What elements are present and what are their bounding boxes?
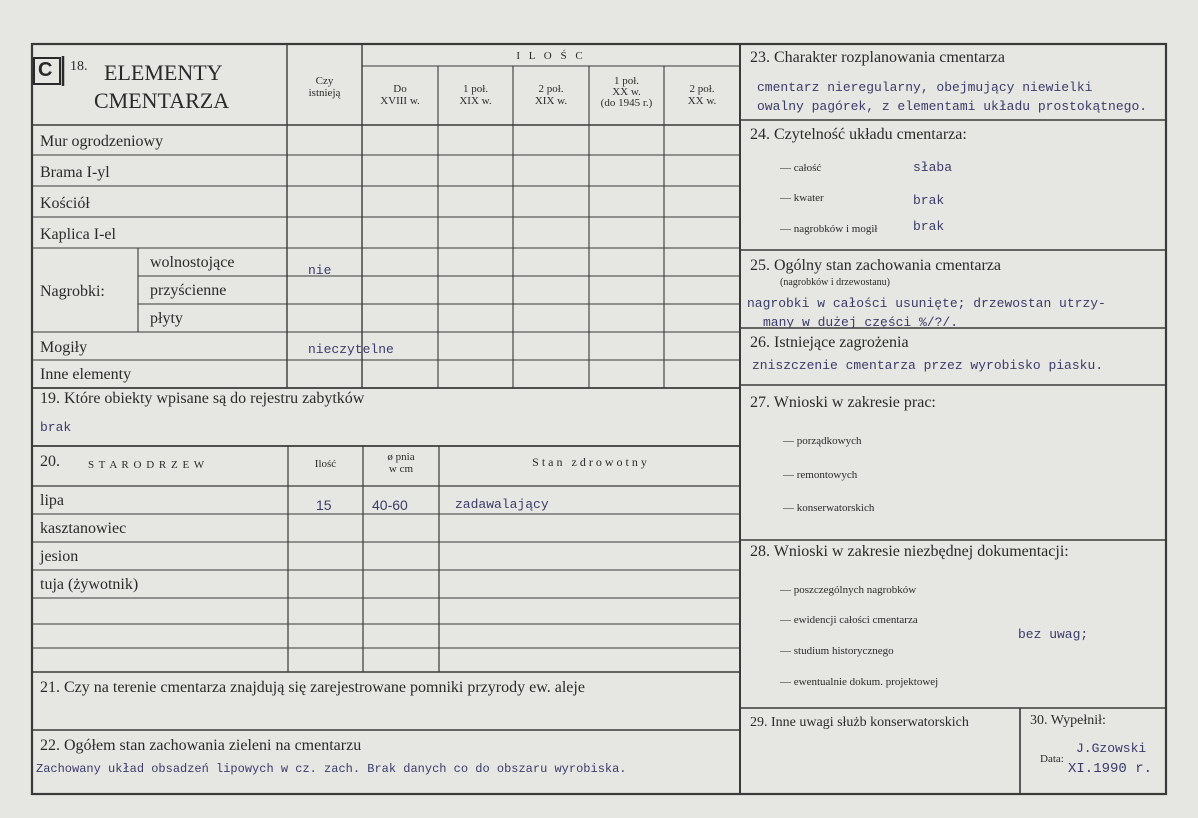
section-29-label: 29. Inne uwagi służb konserwatorskich bbox=[750, 715, 969, 730]
tree-stan-lipa: zadawalający bbox=[455, 497, 549, 512]
section-18-title-line1: ELEMENTY bbox=[104, 60, 223, 85]
section-19-label: 19. Które obiekty wpisane są do rejestru zabytków bbox=[40, 390, 365, 407]
tree-ilosc-lipa: 15 bbox=[316, 497, 332, 513]
s24-item-kwater-value: brak bbox=[913, 193, 945, 208]
header-col-2-l2: XIX w. bbox=[459, 95, 492, 107]
trees-header-ilosc: Ilość bbox=[314, 458, 337, 470]
section-18-number: 18. bbox=[70, 59, 88, 74]
section-26-label: 26. Istniejące zagrożenia bbox=[750, 334, 909, 351]
section-25-line2: many w dużej części %/?/. bbox=[763, 315, 959, 330]
header-col-3-l2: XIX w. bbox=[534, 95, 568, 107]
s27-item-remontowych: — remontowych bbox=[783, 469, 858, 481]
header-czy: Czy bbox=[315, 75, 334, 87]
row-label-mur: Mur ogrodzeniowy bbox=[40, 133, 164, 150]
section-23-line2: owalny pagórek, z elementami układu prostokątnego. bbox=[757, 99, 1148, 114]
section-23-line1: cmentarz nieregularny, obejmujący niewielki bbox=[757, 80, 1093, 95]
row-label-przyscienne: przyścienne bbox=[150, 282, 227, 299]
header-col-5-l2: XX w. bbox=[687, 95, 717, 107]
value-nagrobki-istnieja: nie bbox=[308, 263, 332, 278]
tree-pien-lipa: 40-60 bbox=[372, 497, 408, 513]
s28-item-projektowej: — ewentualnie dokum. projektowej bbox=[780, 676, 939, 688]
tree-name-jesion: jesion bbox=[40, 548, 79, 565]
section-25-sub: (nagrobków i drzewostanu) bbox=[780, 277, 890, 288]
row-label-kaplica: Kaplica I-el bbox=[40, 226, 116, 243]
section-30-label: 30. Wypełnił: bbox=[1030, 713, 1106, 728]
s28-item-nagrobkow: — poszczególnych nagrobków bbox=[780, 584, 917, 596]
row-label-wolnostojace: wolnostojące bbox=[150, 254, 235, 271]
section-18-title-line2: CMENTARZA bbox=[94, 88, 230, 113]
category-mark: C bbox=[38, 59, 53, 81]
header-col-1-l1: Do bbox=[393, 83, 407, 95]
section-30-name: J.Gzowski bbox=[1076, 741, 1147, 756]
row-label-plyty: płyty bbox=[150, 310, 183, 327]
s27-item-konserwatorskich: — konserwatorskich bbox=[783, 502, 875, 514]
trees-header-wcm: w cm bbox=[388, 463, 414, 475]
row-label-kosciol: Kościół bbox=[40, 195, 90, 212]
row-label-nagrobki: Nagrobki: bbox=[40, 283, 105, 300]
section-20-title: S T A R O D R Z E W bbox=[88, 459, 206, 471]
section-28-label: 28. Wnioski w zakresie niezbędnej dokumentacji: bbox=[750, 543, 1069, 560]
section-19-value: brak bbox=[40, 420, 72, 435]
value-mogily-istnieja: nieczytelne bbox=[308, 342, 394, 357]
section-27-label: 27. Wnioski w zakresie prac: bbox=[750, 394, 936, 411]
section-28-value: bez uwag; bbox=[1018, 627, 1089, 642]
header-col-3-l1: 2 poł. bbox=[538, 83, 564, 95]
section-22-label: 22. Ogółem stan zachowania zieleni na cmentarzu bbox=[40, 737, 362, 754]
section-25-label: 25. Ogólny stan zachowania cmentarza bbox=[750, 257, 1002, 274]
s27-item-porzadkowych: — porządkowych bbox=[783, 435, 862, 447]
header-ilosc: I L O Ś C bbox=[516, 50, 586, 62]
section-22-value: Zachowany układ obsadzeń lipowych w cz. zach. Brak danych co do obszaru wyrobiska. bbox=[36, 762, 627, 776]
section-23-label: 23. Charakter rozplanowania cmentarza bbox=[750, 49, 1005, 66]
row-label-mogily: Mogiły bbox=[40, 339, 88, 356]
trees-header-pnia: ø pnia bbox=[387, 451, 415, 463]
s24-item-calosc-label: — całość bbox=[780, 162, 822, 174]
header-col-2-l1: 1 poł. bbox=[462, 83, 489, 95]
row-label-brama: Brama I-yl bbox=[40, 164, 110, 181]
tree-name-kasztanowiec: kasztanowiec bbox=[40, 520, 127, 537]
section-30-date: XI.1990 r. bbox=[1068, 761, 1153, 777]
trees-header-stan: S t a n z d r o w o t n y bbox=[532, 455, 647, 469]
section-26-value: zniszczenie cmentarza przez wyrobisko piasku. bbox=[752, 358, 1104, 373]
section-24-label: 24. Czytelność układu cmentarza: bbox=[750, 126, 967, 143]
tree-name-lipa: lipa bbox=[40, 492, 64, 509]
s24-item-kwater-label: — kwater bbox=[780, 192, 824, 204]
s28-item-ewidencji: — ewidencji całości cmentarza bbox=[780, 614, 918, 626]
tree-name-tuja: tuja (żywotnik) bbox=[40, 576, 139, 593]
section-25-line1: nagrobki w całości usunięte; drzewostan utrzy- bbox=[747, 296, 1106, 311]
section-21-label: 21. Czy na terenie cmentarza znajdują się zarejestrowane pomniki przyrody ew. aleje bbox=[40, 679, 585, 696]
header-col-4-l3: (do 1945 r.) bbox=[600, 97, 653, 109]
header-col-4-l2: XX w. bbox=[612, 86, 641, 98]
s28-item-studium: — studium historycznego bbox=[780, 645, 894, 657]
row-label-inne: Inne elementy bbox=[40, 366, 132, 383]
section-30-data-label: Data: bbox=[1040, 753, 1064, 765]
section-20-number: 20. bbox=[40, 453, 60, 470]
s24-item-calosc-value: słaba bbox=[913, 160, 953, 175]
header-col-5-l1: 2 poł. bbox=[689, 83, 715, 95]
header-col-1-l2: XVIII w. bbox=[380, 95, 420, 107]
header-istnieja: istnieją bbox=[308, 87, 341, 99]
header-col-4-l1: 1 poł. bbox=[613, 75, 640, 87]
s24-item-nagrobkow-label: — nagrobków i mogił bbox=[780, 223, 878, 235]
s24-item-nagrobkow-value: brak bbox=[913, 219, 945, 234]
